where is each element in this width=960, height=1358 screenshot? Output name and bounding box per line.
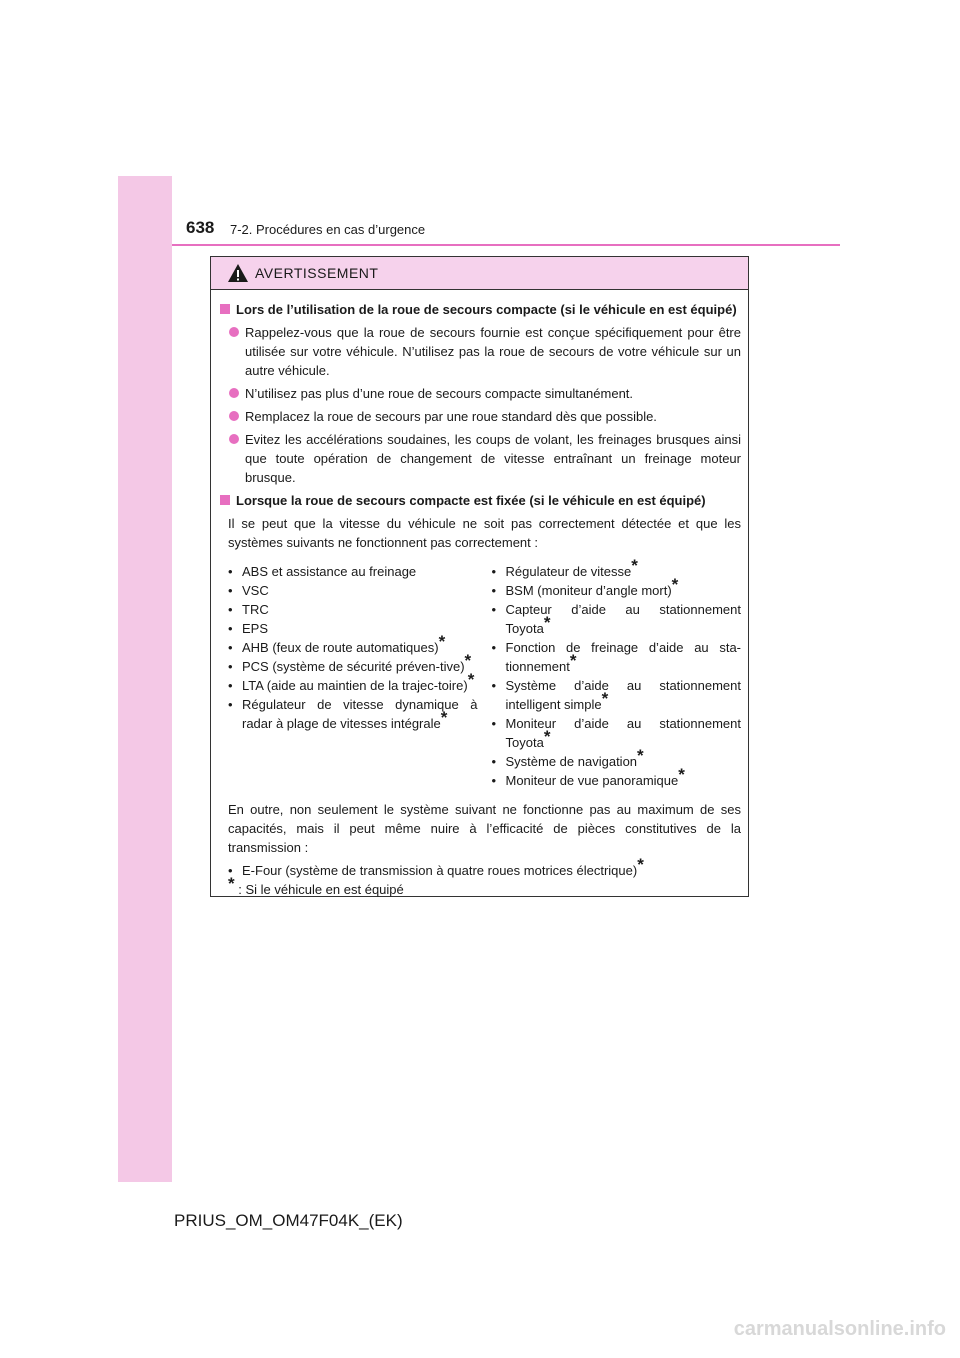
bullet-char: • bbox=[491, 754, 497, 769]
system-list-item bbox=[491, 556, 742, 581]
asterisk-mark: * bbox=[440, 708, 448, 727]
list-item-efour bbox=[228, 855, 741, 880]
warning-triangle-icon bbox=[227, 263, 249, 283]
asterisk-mark: * bbox=[678, 765, 685, 784]
list-item-text: Remplacez la roue de secours par une roue standard dès que possible. bbox=[245, 409, 657, 424]
system-list-item-text: ABS et assistance au freinage bbox=[242, 564, 417, 579]
round-bullet-icon bbox=[229, 434, 239, 444]
footnote-text: : Si le véhicule en est équipé bbox=[238, 882, 404, 897]
system-list-item-text: AHB (feux de route automatiques)* bbox=[242, 632, 446, 655]
system-list-columns bbox=[228, 556, 741, 790]
system-list-item bbox=[228, 670, 478, 695]
system-list-left bbox=[228, 562, 492, 790]
system-list-item bbox=[228, 651, 478, 676]
system-list-item-text: TRC bbox=[242, 602, 269, 617]
system-list-item bbox=[228, 695, 478, 733]
asterisk-mark: * bbox=[467, 670, 475, 689]
bullet-char: • bbox=[228, 583, 233, 598]
asterisk-mark: * bbox=[464, 651, 472, 670]
system-list-item-text: PCS (système de sécurité préven-tive)* bbox=[242, 651, 472, 674]
system-list-item-text: Système d’aide au stationnement intelligent simple* bbox=[505, 678, 741, 712]
system-list-item-text: Fonction de freinage d’aide au sta-tionnement* bbox=[505, 640, 741, 674]
list-item-text: N’utilisez pas plus d’une roue de secours compacte simultanément. bbox=[245, 386, 634, 401]
section-heading bbox=[219, 300, 741, 319]
system-list-item bbox=[491, 765, 742, 790]
bullet-char: • bbox=[491, 602, 497, 617]
system-list-right bbox=[491, 556, 742, 790]
asterisk-mark: * bbox=[543, 613, 551, 632]
bullet-char: • bbox=[228, 863, 233, 878]
asterisk-mark: * bbox=[601, 689, 609, 708]
warning-body bbox=[211, 290, 748, 899]
bullet-char: • bbox=[491, 640, 497, 655]
system-list-item bbox=[492, 600, 742, 638]
round-bullet-icon bbox=[229, 411, 239, 421]
asterisk-mark: * bbox=[569, 651, 577, 670]
header-divider bbox=[172, 244, 840, 246]
system-list-item bbox=[492, 676, 742, 714]
system-list-item-text: Système de navigation* bbox=[505, 746, 644, 769]
asterisk-mark: * bbox=[543, 727, 551, 746]
round-bullet-icon bbox=[229, 327, 239, 337]
section-heading-text: Lors de l’utilisation de la roue de secours compacte (si le véhicule en est équipé) bbox=[236, 302, 737, 317]
list-item bbox=[227, 323, 741, 380]
footnote bbox=[228, 874, 741, 899]
section-heading bbox=[219, 491, 741, 510]
asterisk-mark: * bbox=[631, 556, 638, 575]
system-list-item bbox=[228, 632, 478, 657]
bullet-char: • bbox=[228, 678, 233, 693]
system-list-item-text: BSM (moniteur d’angle mort)* bbox=[505, 575, 679, 598]
document-code: PRIUS_OM_OM47F04K_(EK) bbox=[174, 1211, 403, 1230]
page-number: 638 bbox=[186, 218, 215, 237]
bullet-char: • bbox=[491, 564, 497, 579]
system-list-item-text: Moniteur de vue panoramique* bbox=[505, 765, 685, 788]
intro-paragraph: Il se peut que la vitesse du véhicule ne soit pas correctement détectée et que les systèmes suivants ne fonctionnent pas correctement : bbox=[228, 516, 741, 550]
system-list-item-text: Régulateur de vitesse* bbox=[505, 556, 638, 579]
asterisk-mark: * bbox=[228, 874, 235, 893]
bullet-char: • bbox=[491, 583, 497, 598]
warning-header bbox=[211, 257, 748, 290]
system-list-item-text: Moniteur d’aide au stationnement Toyota* bbox=[505, 716, 741, 750]
list-item bbox=[227, 430, 741, 487]
asterisk-mark: * bbox=[438, 632, 446, 651]
system-list-item-text: VSC bbox=[242, 583, 269, 598]
side-margin-band bbox=[118, 176, 172, 1182]
section-heading-text: Lorsque la roue de secours compacte est fixée (si le véhicule en est équipé) bbox=[236, 493, 706, 508]
system-list-item-text: Régulateur de vitesse dynamique à radar à plage de vitesses intégrale* bbox=[242, 697, 478, 731]
bullet-char: • bbox=[491, 678, 497, 693]
bullet-char: • bbox=[228, 564, 233, 579]
bullet-char: • bbox=[491, 716, 497, 731]
square-bullet-icon bbox=[220, 304, 230, 314]
list-item-text: Rappelez-vous que la roue de secours fournie est conçue spécifiquement pour être utilisée sur votre véhicule. N’utilisez pas la roue de secours de votre véhicule sur un autre véhicule. bbox=[245, 325, 741, 378]
asterisk-mark: * bbox=[637, 855, 644, 874]
bullet-char: • bbox=[228, 621, 233, 636]
system-list-item bbox=[492, 714, 742, 752]
system-list-item bbox=[492, 638, 742, 676]
list-item bbox=[227, 384, 741, 403]
list-item-text: E-Four (système de transmission à quatre roues motrices électrique)* bbox=[242, 855, 644, 878]
system-list-item bbox=[491, 746, 742, 771]
system-list-item-text: Capteur d’aide au stationnement Toyota* bbox=[505, 602, 741, 636]
section-title: 7-2. Procédures en cas d’urgence bbox=[230, 222, 426, 237]
system-list-item bbox=[491, 575, 742, 600]
system-list-item bbox=[228, 581, 478, 600]
asterisk-mark: * bbox=[637, 746, 644, 765]
bullet-char: • bbox=[491, 773, 497, 788]
system-list-item-text: LTA (aide au maintien de la trajec-toire)* bbox=[242, 670, 475, 693]
bullet-char: • bbox=[228, 659, 233, 674]
list-item bbox=[227, 407, 741, 426]
list-item-text: Evitez les accélérations soudaines, les coups de volant, les freinages brusques ainsi que toute opération de changement de vitesse entraînant un freinage moteur brusque. bbox=[245, 432, 741, 485]
round-bullet-icon bbox=[229, 388, 239, 398]
warning-box bbox=[210, 256, 749, 897]
asterisk-mark: * bbox=[671, 575, 679, 594]
bullet-char: • bbox=[228, 602, 233, 617]
system-list-item bbox=[228, 562, 478, 581]
bullet-char: • bbox=[228, 697, 233, 712]
warning-title: AVERTISSEMENT bbox=[255, 265, 379, 281]
system-list-item-text: EPS bbox=[242, 621, 269, 636]
square-bullet-icon bbox=[220, 495, 230, 505]
bullet-char: • bbox=[228, 640, 233, 655]
watermark: carmanualsonline.info bbox=[733, 1318, 946, 1340]
system-list-item bbox=[228, 600, 478, 619]
outro-paragraph: En outre, non seulement le système suivant ne fonctionne pas au maximum de ses capacités, mais il peut même nuire à l’efficacité de pièces constitutives de la transmission : bbox=[228, 802, 741, 855]
